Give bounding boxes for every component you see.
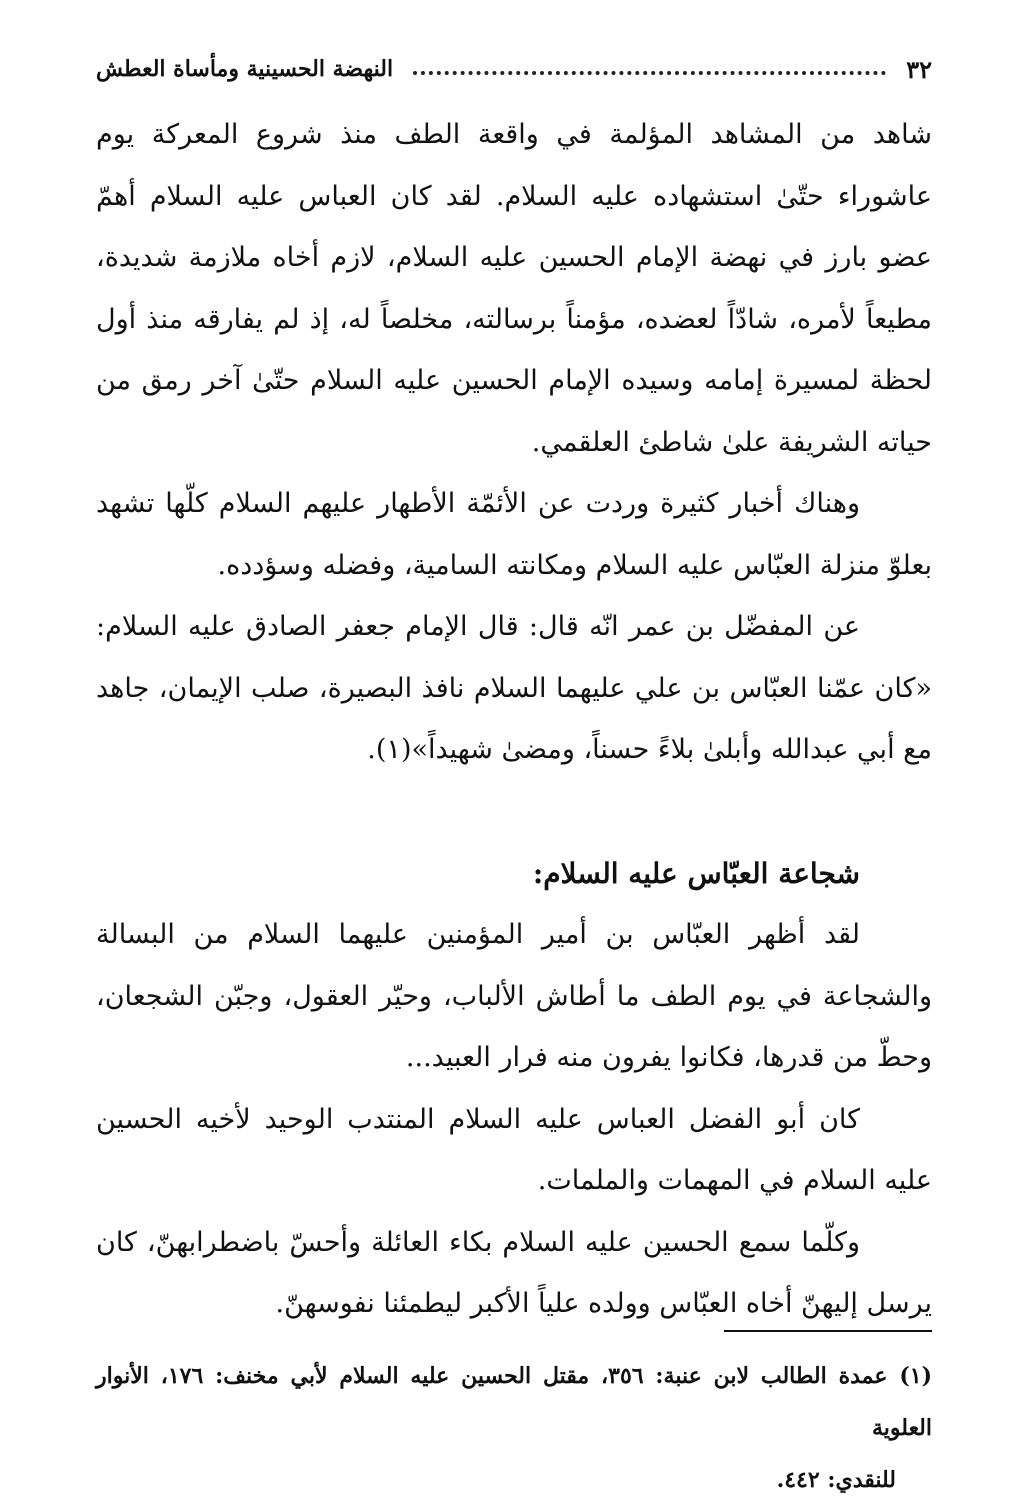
running-title: النهضة الحسينية ومأساة العطش	[96, 56, 394, 82]
paragraph: وكلّما سمع الحسين عليه السلام بكاء العائلة وأحسّ باضطرابهنّ، كان يرسل إليهنّ أخاه العبّاس وولده علياً الأكبر ليطمئنا نفوسهنّ.	[96, 1226, 932, 1319]
footnote	[96, 1350, 932, 1506]
paragraph: عن المفضّل بن عمر انّه قال: قال الإمام جعفر الصادق عليه السلام: «كان عمّنا العبّاس بن علي عليهما السلام نافذ البصيرة، صلب الإيمان، جاهد مع أبي عبدالله وأبلىٰ بلاءً حسناً، ومضىٰ شهيداً»(١).	[96, 611, 932, 765]
paragraph: كان أبو الفضل العباس عليه السلام المنتدب الوحيد لأخيه الحسين عليه السلام في المهمات والملمات.	[96, 1103, 932, 1196]
footnote-separator	[724, 1330, 932, 1332]
footnote-line: للنقدي: ٤٤٢.	[776, 1467, 896, 1493]
section-heading: شجاعة العبّاس عليه السلام:	[532, 856, 860, 890]
page-number: ٣٢	[906, 54, 932, 84]
paragraph: لقد أظهر العبّاس بن أمير المؤمنين عليهما السلام من البسالة والشجاعة في يوم الطف ما أطاش الألباب، وحيّر العقول، وجبّن الشجعان، وحطّ من قدرها، فكانوا يفرون منه فرار العبيد...	[96, 919, 932, 1073]
paragraph: شاهد من المشاهد المؤلمة في واقعة الطف منذ شروع المعركة يوم عاشوراء حتّىٰ استشهاده عليه السلام. لقد كان العباس عليه السلام أهمّ عضو بارز في نهضة الإمام الحسين عليه السلام، لازم أخاه ملازمة شديدة، مطيعاً لأمره، شادّاً لعضده، مؤمناً برسالته، مخلصاً له، إذ لم يفارقه منذ أول لحظة لمسيرة إمامه وسيده الإمام الحسين عليه السلام حتّىٰ آخر رمق من حياته الشريفة علىٰ شاطئ العلقمي.	[96, 119, 932, 458]
header-dotted-leader	[413, 71, 886, 75]
running-header	[96, 50, 932, 88]
section-spacer	[96, 781, 932, 843]
paragraph: وهناك أخبار كثيرة وردت عن الأئمّة الأطهار عليهم السلام كلّها تشهد بعلوّ منزلة العبّاس عليه السلام ومكانته السامية، وفضله وسؤدده.	[96, 488, 932, 581]
footnote-line: (١) عمدة الطالب لابن عنبة: ٣٥٦، مقتل الحسين عليه السلام لأبي مخنف: ١٧٦، الأنوار العلوية	[96, 1363, 932, 1441]
body-text	[96, 104, 932, 1335]
